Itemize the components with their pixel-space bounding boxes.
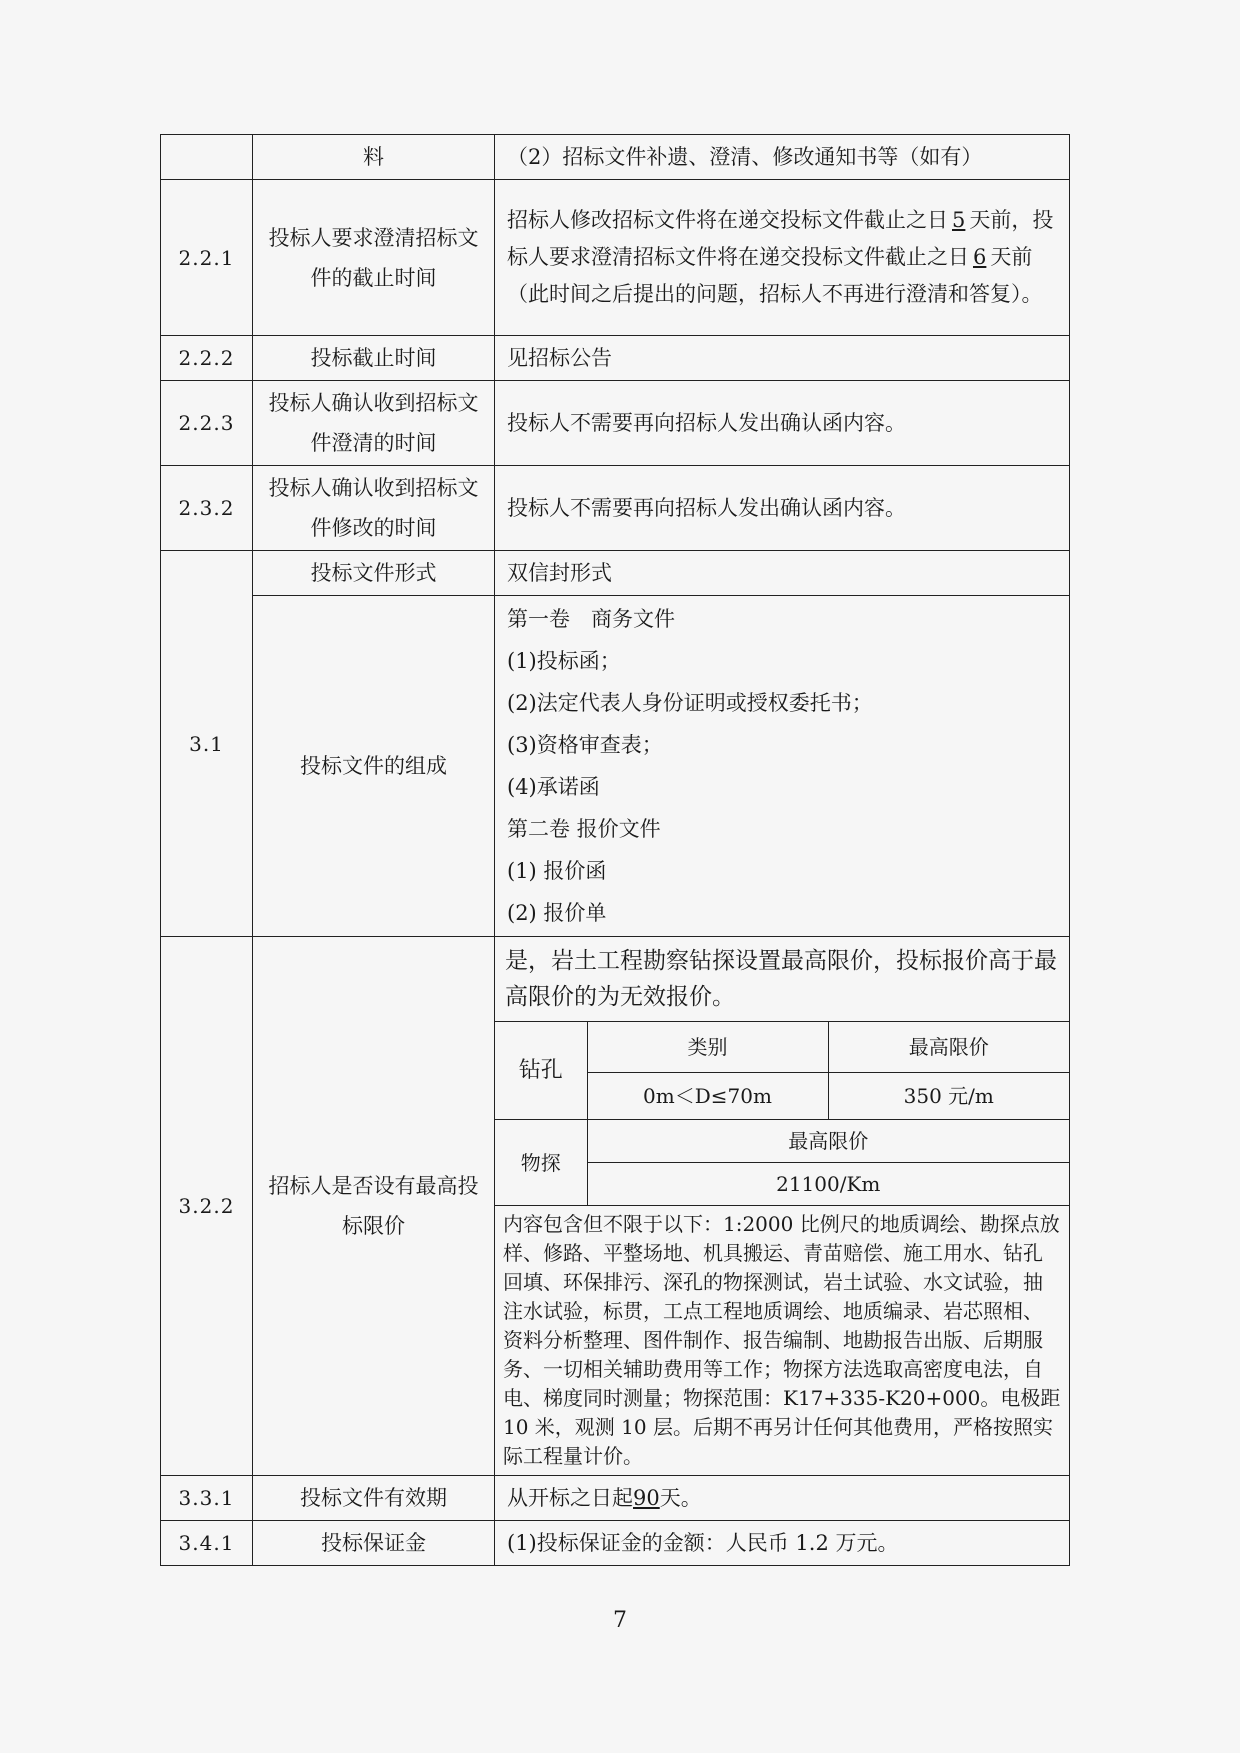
clause-item: 投标文件的组成 <box>253 596 495 937</box>
table-row <box>161 596 1070 937</box>
table-row <box>161 336 1070 381</box>
list-item: 第二卷 报价文件 <box>507 817 661 841</box>
days-value: 6 <box>973 245 987 269</box>
clause-number: 3.2.2 <box>161 937 253 1476</box>
clause-content: 从开标之日起90天。 <box>495 1476 1070 1521</box>
list-item: (2) 报价单 <box>507 901 607 925</box>
list-item: (2)法定代表人身份证明或授权委托书； <box>507 691 873 715</box>
clause-number: 2.3.2 <box>161 466 253 551</box>
clause-item: 投标人要求澄清招标文件的截止时间 <box>253 180 495 336</box>
page-number: 7 <box>613 1608 627 1633</box>
clause-number: 3.4.1 <box>161 1521 253 1566</box>
clause-number <box>161 135 253 180</box>
clause-content: (1)投标保证金的金额：人民币 1.2 万元。 <box>495 1521 1070 1566</box>
list-item: (3)资格审查表； <box>507 733 663 757</box>
days-value: 90 <box>633 1486 660 1510</box>
clause-number: 2.2.2 <box>161 336 253 381</box>
geophysics-max-price: 21100/Km <box>587 1163 1069 1206</box>
clause-number: 2.2.3 <box>161 381 253 466</box>
table-row <box>161 135 1070 180</box>
bid-data-table <box>160 134 1070 1566</box>
table-row <box>161 937 1070 1476</box>
table-row <box>161 1476 1070 1521</box>
table-row <box>161 1521 1070 1566</box>
clause-item: 投标截止时间 <box>253 336 495 381</box>
clause-item: 投标保证金 <box>253 1521 495 1566</box>
clause-content <box>495 596 1070 937</box>
geophysics-price-header: 最高限价 <box>587 1120 1069 1163</box>
clause-item: 投标文件形式 <box>253 551 495 596</box>
drill-label: 钻孔 <box>495 1022 587 1120</box>
list-item: (4)承诺函 <box>507 775 600 799</box>
clause-number: 2.2.1 <box>161 180 253 336</box>
clause-number: 3.3.1 <box>161 1476 253 1521</box>
clause-item: 投标人确认收到招标文件修改的时间 <box>253 466 495 551</box>
drill-max-price: 350 元/m <box>828 1073 1069 1120</box>
clause-content: （2）招标文件补遗、澄清、修改通知书等（如有） <box>495 135 1070 180</box>
clause-number: 3.1 <box>161 551 253 937</box>
list-item: (1)投标函； <box>507 649 621 673</box>
clause-item: 投标人确认收到招标文件澄清的时间 <box>253 381 495 466</box>
clause-content: 投标人不需要再向招标人发出确认函内容。 <box>495 466 1070 551</box>
table-row <box>161 381 1070 466</box>
price-limit-intro: 是，岩土工程勘察钻探设置最高限价，投标报价高于最高限价的为无效报价。 <box>495 937 1069 1022</box>
table-row <box>161 551 1070 596</box>
clause-item: 料 <box>253 135 495 180</box>
days-value: 5 <box>952 208 966 232</box>
clause-content: 双信封形式 <box>495 551 1070 596</box>
list-item: 第一卷 商务文件 <box>507 607 675 631</box>
clause-content: 招标人修改招标文件将在递交投标文件截止之日 5 天前，投标人要求澄清招标文件将在递交投标文件截止之日 6 天前（此时间之后提出的问题，招标人不再进行澄清和答复）。 <box>495 180 1070 336</box>
price-limit-table <box>495 937 1069 1475</box>
drill-depth-range: 0m＜D≤70m <box>587 1073 828 1120</box>
clause-item: 招标人是否设有最高投标限价 <box>253 937 495 1476</box>
clause-content: 投标人不需要再向招标人发出确认函内容。 <box>495 381 1070 466</box>
max-price-header: 最高限价 <box>828 1022 1069 1073</box>
table-row <box>161 466 1070 551</box>
geophysics-label: 物探 <box>495 1120 587 1206</box>
price-limit-cell <box>495 937 1070 1476</box>
scope-note: 内容包含但不限于以下：1:2000 比例尺的地质调绘、勘探点放样、修路、平整场地、机具搬运、青苗赔偿、施工用水、钻孔回填、环保排污、深孔的物探测试，岩土试验、水文试验，抽注水试验，标贯，工点工程地质调绘、地质编录、岩芯照相、资料分析整理、图件制作、报告编制、地勘报告出版、后期服务、一切相关辅助费用等工作；物探方法选取高密度电法，自电、梯度同时测量；物探范围：K17+335-K20+000。电极距 10 米，观测 10 层。后期不再另计任何其他费用，严格按照实际工程量计价。 <box>495 1206 1069 1476</box>
list-item: (1) 报价函 <box>507 859 607 883</box>
clause-content: 见招标公告 <box>495 336 1070 381</box>
clause-item: 投标文件有效期 <box>253 1476 495 1521</box>
table-row <box>161 180 1070 336</box>
category-header: 类别 <box>587 1022 828 1073</box>
